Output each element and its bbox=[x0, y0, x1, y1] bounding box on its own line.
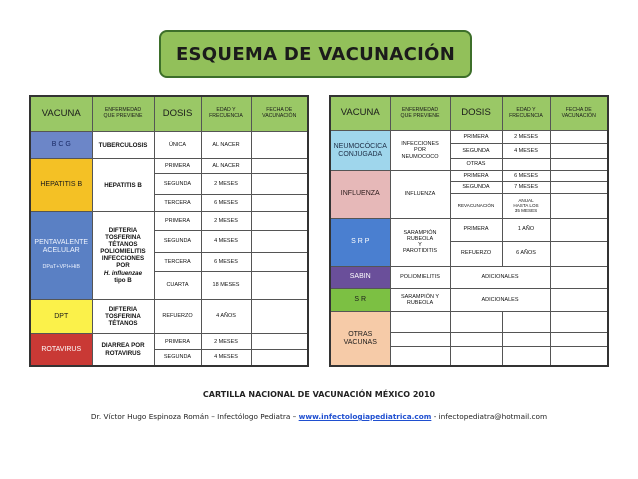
dose-cell: REFUERZO bbox=[450, 241, 502, 266]
disease-dpt: DIFTERIA TOSFERINA TÉTANOS bbox=[92, 299, 154, 333]
empty-cell[interactable] bbox=[502, 312, 550, 333]
vaccine-srp: S R P bbox=[330, 218, 390, 266]
date-cell[interactable] bbox=[550, 241, 608, 266]
empty-cell[interactable] bbox=[390, 346, 450, 366]
age-cell: 1 AÑO bbox=[502, 218, 550, 241]
table-row bbox=[30, 159, 308, 174]
vaccine-otras: OTRAS VACUNAS bbox=[330, 312, 390, 366]
table-header-row bbox=[30, 96, 308, 132]
table-row bbox=[30, 299, 308, 333]
disease-rotavirus: DIARREA POR ROTAVIRUS bbox=[92, 334, 154, 366]
age-cell bbox=[502, 159, 550, 170]
dose-cell: REVACUNACIÓN bbox=[450, 193, 502, 218]
header-fecha: FECHA DE VACUNACIÓN bbox=[251, 96, 308, 132]
empty-cell[interactable] bbox=[450, 312, 502, 333]
header-vacuna: VACUNA bbox=[30, 96, 92, 132]
dose-cell: REFUERZO bbox=[154, 299, 201, 333]
disease-pentavalente: DIFTERIA TOSFERINA TÉTANOS POLIOMIELITIS INFECCIONES POR H. influenzae tipo B bbox=[92, 211, 154, 299]
table-row bbox=[330, 218, 608, 241]
email-text: - infectopediatra@hotmail.com bbox=[433, 412, 548, 421]
age-cell: 2 MESES bbox=[502, 131, 550, 143]
header-edad: EDAD Y FRECUENCIA bbox=[502, 96, 550, 131]
disease-tuberculosis: TUBERCULOSIS bbox=[92, 132, 154, 159]
vaccine-sabin: SABIN bbox=[330, 266, 390, 289]
header-edad: EDAD Y FRECUENCIA bbox=[201, 96, 251, 132]
disease-sr: SARAMPIÓN Y RUBEOLA bbox=[390, 289, 450, 312]
table-row bbox=[30, 132, 308, 159]
dose-cell: PRIMERA bbox=[450, 170, 502, 181]
age-cell: 2 MESES bbox=[201, 211, 251, 230]
date-cell[interactable] bbox=[251, 132, 308, 159]
date-cell[interactable] bbox=[251, 271, 308, 299]
date-cell[interactable] bbox=[550, 159, 608, 170]
date-cell[interactable] bbox=[550, 289, 608, 312]
date-cell[interactable] bbox=[550, 131, 608, 143]
age-cell: 6 MESES bbox=[201, 252, 251, 271]
disease-poliomielitis: POLIOMIELITIS bbox=[390, 266, 450, 289]
vaccine-pentavalente: PENTAVALENTE ACELULAR DPaT+VPI+HiB bbox=[30, 211, 92, 299]
left-schedule-table bbox=[29, 95, 309, 367]
date-cell[interactable] bbox=[550, 182, 608, 193]
dose-cell: CUARTA bbox=[154, 271, 201, 299]
date-cell[interactable] bbox=[550, 266, 608, 289]
age-cell: 4 AÑOS bbox=[201, 299, 251, 333]
vaccine-bcg: B C G bbox=[30, 132, 92, 159]
disease-srp: SARAMPIÓN RUBEOLA Y PAROTIDITIS bbox=[390, 218, 450, 266]
dose-cell: PRIMERA bbox=[154, 211, 201, 230]
dose-cell: PRIMERA bbox=[154, 159, 201, 174]
empty-cell[interactable] bbox=[502, 333, 550, 347]
dose-cell: ADICIONALES bbox=[450, 289, 550, 312]
date-cell[interactable] bbox=[550, 346, 608, 366]
header-enfermedad: ENFERMEDAD QUE PREVIENE bbox=[390, 96, 450, 131]
age-cell: 7 MESES bbox=[502, 182, 550, 193]
date-cell[interactable] bbox=[251, 252, 308, 271]
age-cell: 2 MESES bbox=[201, 174, 251, 194]
age-cell: ANUAL HASTA LOS 35 MESES bbox=[502, 193, 550, 218]
date-cell[interactable] bbox=[251, 334, 308, 350]
age-cell: 4 MESES bbox=[201, 350, 251, 366]
date-cell[interactable] bbox=[550, 333, 608, 347]
header-dosis: DOSIS bbox=[154, 96, 201, 132]
table-header-row bbox=[330, 96, 608, 131]
vaccine-hepatitis-b: HEPATITIS B bbox=[30, 159, 92, 212]
age-cell: 6 MESES bbox=[502, 170, 550, 181]
date-cell[interactable] bbox=[251, 350, 308, 366]
age-cell: 4 MESES bbox=[502, 143, 550, 159]
age-cell: 18 MESES bbox=[201, 271, 251, 299]
date-cell[interactable] bbox=[550, 218, 608, 241]
age-cell: 2 MESES bbox=[201, 334, 251, 350]
table-row bbox=[30, 334, 308, 350]
dose-cell: PRIMERA bbox=[450, 218, 502, 241]
date-cell[interactable] bbox=[251, 174, 308, 194]
vaccine-influenza: INFLUENZA bbox=[330, 170, 390, 218]
disease-influenza: INFLUENZA bbox=[390, 170, 450, 218]
dose-cell: SEGUNDA bbox=[450, 143, 502, 159]
table-row bbox=[330, 289, 608, 312]
date-cell[interactable] bbox=[251, 194, 308, 211]
empty-cell[interactable] bbox=[390, 312, 450, 333]
dose-cell: TERCERA bbox=[154, 252, 201, 271]
vaccine-sr: S R bbox=[330, 289, 390, 312]
empty-cell[interactable] bbox=[450, 346, 502, 366]
age-cell: 4 MESES bbox=[201, 231, 251, 252]
dose-cell: PRIMERA bbox=[450, 131, 502, 143]
date-cell[interactable] bbox=[251, 231, 308, 252]
empty-cell[interactable] bbox=[390, 333, 450, 347]
author-name: Dr. Víctor Hugo Espinoza Román – Infectólogo Pediatra – bbox=[90, 412, 297, 421]
disease-hepatitis-b: HEPATITIS B bbox=[92, 159, 154, 212]
dose-cell: SEGUNDA bbox=[450, 182, 502, 193]
header-fecha: FECHA DE VACUNACIÓN bbox=[550, 96, 608, 131]
date-cell[interactable] bbox=[251, 159, 308, 174]
table-row bbox=[330, 131, 608, 143]
website-link[interactable]: www.infectologiapediatrica.com bbox=[298, 412, 432, 421]
dose-cell: PRIMERA bbox=[154, 334, 201, 350]
age-cell: AL NACER bbox=[201, 159, 251, 174]
dose-cell: ADICIONALES bbox=[450, 266, 550, 289]
age-cell: 6 MESES bbox=[201, 194, 251, 211]
header-vacuna: VACUNA bbox=[330, 96, 390, 131]
table-row bbox=[330, 312, 608, 333]
table-row bbox=[30, 211, 308, 230]
dose-cell: SEGUNDA bbox=[154, 174, 201, 194]
dose-cell: ÚNICA bbox=[154, 132, 201, 159]
cartilla-caption: CARTILLA NACIONAL DE VACUNACIÓN MÉXICO 2010 bbox=[202, 390, 436, 399]
dose-cell: TERCERA bbox=[154, 194, 201, 211]
right-schedule-table bbox=[329, 95, 609, 367]
vaccine-dpt: DPT bbox=[30, 299, 92, 333]
date-cell[interactable] bbox=[550, 193, 608, 218]
table-row bbox=[330, 170, 608, 181]
header-enfermedad: ENFERMEDAD QUE PREVIENE bbox=[92, 96, 154, 132]
date-cell[interactable] bbox=[550, 170, 608, 181]
date-cell[interactable] bbox=[251, 211, 308, 230]
header-dosis: DOSIS bbox=[450, 96, 502, 131]
dose-cell: OTRAS bbox=[450, 159, 502, 170]
author-credit bbox=[0, 412, 638, 421]
date-cell[interactable] bbox=[251, 299, 308, 333]
dose-cell: SEGUNDA bbox=[154, 231, 201, 252]
page-title: ESQUEMA DE VACUNACIÓN bbox=[159, 30, 472, 78]
empty-cell[interactable] bbox=[450, 333, 502, 347]
date-cell[interactable] bbox=[550, 312, 608, 333]
disease-neumococo: INFECCIONES POR NEUMOCOCO bbox=[390, 131, 450, 171]
table-row bbox=[330, 266, 608, 289]
date-cell[interactable] bbox=[550, 143, 608, 159]
empty-cell[interactable] bbox=[502, 346, 550, 366]
dose-cell: SEGUNDA bbox=[154, 350, 201, 366]
age-cell: AL NACER bbox=[201, 132, 251, 159]
age-cell: 6 AÑOS bbox=[502, 241, 550, 266]
vaccine-neumococica: NEUMOCÓCICA CONJUGADA bbox=[330, 131, 390, 171]
vaccine-rotavirus: ROTAVIRUS bbox=[30, 334, 92, 366]
